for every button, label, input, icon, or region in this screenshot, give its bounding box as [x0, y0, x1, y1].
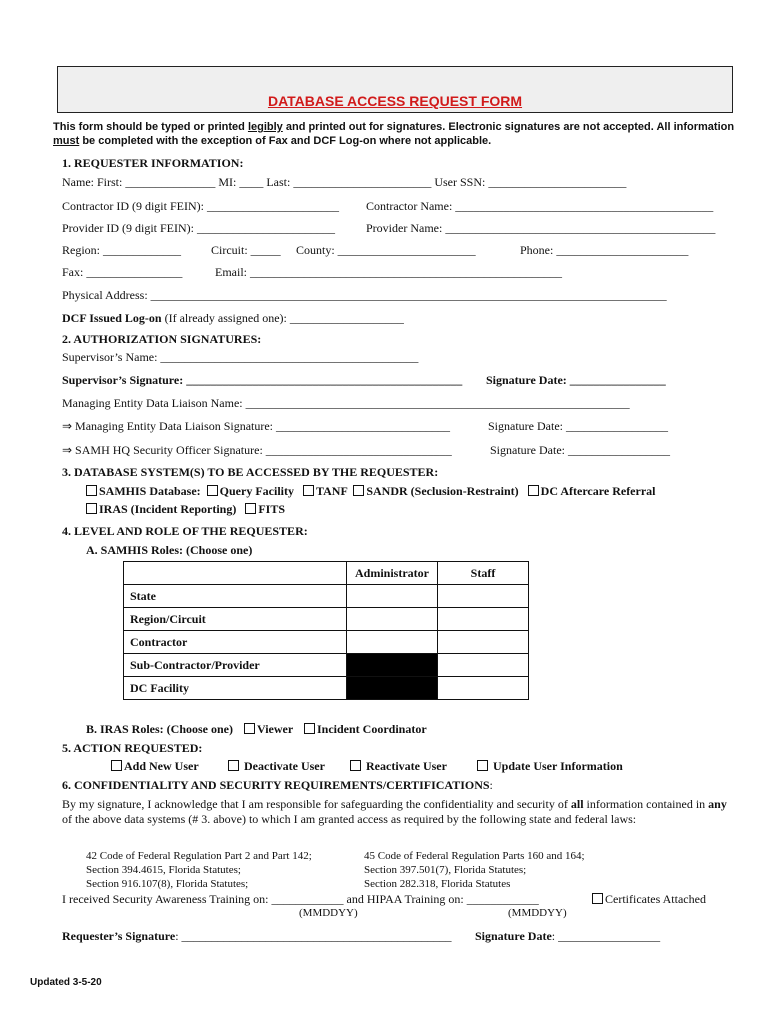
section5-heading: 5. ACTION REQUESTED: — [62, 741, 203, 755]
intro-part2: and printed out for signatures. Electronic signatures are not accepted. All information — [282, 121, 735, 133]
supervisor-name-line[interactable]: Supervisor’s Name: ___________________________________________ — [62, 350, 419, 364]
fits-label: FITS — [258, 502, 286, 516]
deactivate-user-option — [228, 759, 325, 774]
para-part3: of the above data systems (# 3. above) to which I am granted access as required by the following state and federal laws: — [62, 812, 637, 826]
requester-signature-line[interactable] — [62, 929, 452, 944]
contractor-name-line[interactable]: Contractor Name: ___________________________________________ — [366, 199, 714, 213]
row-label-state: State — [124, 585, 347, 608]
intro-part1: This form should be typed or printed — [53, 121, 248, 133]
contractor-staff-cell[interactable] — [438, 631, 529, 654]
update-user-checkbox[interactable] — [477, 760, 488, 771]
viewer-label: Viewer — [257, 722, 293, 736]
regulation-item: Section 282.318, Florida Statutes — [364, 878, 511, 890]
fits-checkbox[interactable] — [245, 503, 256, 514]
col-administrator: Administrator — [347, 562, 438, 585]
dc-facility-admin-blocked-cell — [347, 677, 438, 700]
liaison-signature-line[interactable]: ⇒ Managing Entity Data Liaison Signature: _____________________________ — [62, 419, 451, 433]
provider-name-line[interactable]: Provider Name: _____________________________________________ — [366, 221, 716, 235]
supervisor-date-line[interactable]: Signature Date: ________________ — [486, 373, 666, 387]
state-staff-cell[interactable] — [438, 585, 529, 608]
requester-signature-label: Requester’s Signature — [62, 929, 176, 943]
liaison-name-line[interactable]: Managing Entity Data Liaison Name: ________________________________________________________________ — [62, 396, 630, 410]
regulation-item: 45 Code of Federal Regulation Parts 160 and 164; — [364, 850, 585, 862]
certificates-label: Certificates Attached — [605, 892, 706, 906]
fax-line[interactable]: Fax: ________________ — [62, 265, 183, 279]
dc-facility-staff-cell[interactable] — [438, 677, 529, 700]
intro-text — [53, 120, 743, 148]
table-row — [124, 631, 529, 654]
dcf-logon-field[interactable]: (If already assigned one): ___________________ — [161, 311, 404, 325]
iras-roles-row — [86, 722, 427, 737]
section6-colon: : — [489, 778, 493, 792]
physical-address-line[interactable]: Physical Address: ______________________________________________________________________________________ — [62, 288, 667, 302]
para-any: any — [708, 797, 727, 811]
circuit-line[interactable]: Circuit: _____ — [211, 243, 281, 257]
sandr-checkbox[interactable] — [353, 485, 364, 496]
training-line[interactable]: I received Security Awareness Training on: ____________ and HIPAA Training on: ____________ — [62, 892, 539, 906]
add-user-label: Add New User — [124, 759, 199, 773]
section1-heading: 1. REQUESTER INFORMATION: — [62, 156, 244, 170]
regulation-item: Section 916.107(8), Florida Statutes; — [86, 878, 249, 890]
intro-must: must — [53, 135, 80, 147]
table-row — [124, 585, 529, 608]
dc-aftercare-checkbox[interactable] — [528, 485, 539, 496]
subcontractor-admin-blocked-cell — [347, 654, 438, 677]
dc-aftercare-label: DC Aftercare Referral — [540, 484, 656, 498]
tanf-checkbox[interactable] — [303, 485, 314, 496]
row-label-region-circuit: Region/Circuit — [124, 608, 347, 631]
deactivate-user-checkbox[interactable] — [228, 760, 239, 771]
section4-heading: 4. LEVEL AND ROLE OF THE REQUESTER: — [62, 524, 308, 538]
table-corner-cell — [124, 562, 347, 585]
samhis-roles-heading: A. SAMHIS Roles: (Choose one) — [86, 543, 253, 557]
col-staff: Staff — [438, 562, 529, 585]
table-row — [124, 608, 529, 631]
state-admin-cell[interactable] — [347, 585, 438, 608]
region-staff-cell[interactable] — [438, 608, 529, 631]
row-label-subcontractor: Sub-Contractor/Provider — [124, 654, 347, 677]
row-label-dc-facility: DC Facility — [124, 677, 347, 700]
reactivate-user-label: Reactivate User — [366, 759, 447, 773]
certificates-checkbox[interactable] — [592, 893, 603, 904]
incident-coordinator-checkbox[interactable] — [304, 723, 315, 734]
section6-heading — [62, 778, 493, 793]
table-row — [124, 677, 529, 700]
certificates-option — [592, 892, 706, 907]
county-line[interactable]: County: _______________________ — [296, 243, 476, 257]
contractor-id-line[interactable]: Contractor ID (9 digit FEIN): ______________________ — [62, 199, 339, 213]
iras-roles-heading: B. IRAS Roles: (Choose one) — [86, 722, 233, 736]
para-part1: By my signature, I acknowledge that I am responsible for safeguarding the confidentiality and security of — [62, 797, 571, 811]
mmddyy-hint-1: (MMDDYY) — [299, 907, 358, 919]
reactivate-user-option — [350, 759, 447, 774]
section2-heading: 2. AUTHORIZATION SIGNATURES: — [62, 332, 262, 346]
footer-updated: Updated 3-5-20 — [30, 977, 102, 988]
requester-date-line[interactable] — [475, 929, 660, 944]
section3-heading: 3. DATABASE SYSTEM(S) TO BE ACCESSED BY THE REQUESTER: — [62, 465, 439, 479]
para-all: all — [570, 797, 584, 811]
regulations-left — [86, 849, 312, 891]
intro-legibly: legibly — [247, 121, 283, 133]
contractor-admin-cell[interactable] — [347, 631, 438, 654]
samhis-roles-table — [123, 561, 529, 700]
requester-date-label: Signature Date — [475, 929, 552, 943]
requester-date-field[interactable]: : _________________ — [551, 929, 661, 943]
requester-signature-field[interactable]: : _____________________________________________ — [175, 929, 452, 943]
add-user-checkbox[interactable] — [111, 760, 122, 771]
name-line[interactable]: Name: First: _______________ MI: ____ Last: _______________________ User SSN: _______________________ — [62, 175, 627, 189]
table-row — [124, 654, 529, 677]
update-user-option — [477, 759, 623, 774]
mmddyy-hint-2: (MMDDYY) — [508, 907, 567, 919]
row-label-contractor: Contractor — [124, 631, 347, 654]
database-options-row2 — [86, 502, 285, 517]
database-options-row1 — [86, 484, 656, 499]
deactivate-user-label: Deactivate User — [244, 759, 325, 773]
confidentiality-paragraph — [62, 797, 732, 827]
table-header-row — [124, 562, 529, 585]
samhis-label: SAMHIS Database: — [99, 484, 201, 498]
intro-part3: be completed with the exception of Fax and DCF Log-on where not applicable. — [79, 135, 492, 147]
title-box — [57, 66, 733, 113]
supervisor-signature-line[interactable]: Supervisor’s Signature: ______________________________________________ — [62, 373, 463, 387]
query-label: Query Facility — [219, 484, 294, 498]
iras-checkbox[interactable] — [86, 503, 97, 514]
add-user-option — [111, 759, 199, 774]
para-part2: information contained in — [583, 797, 709, 811]
subcontractor-staff-cell[interactable] — [438, 654, 529, 677]
email-line[interactable]: Email: ____________________________________________________ — [215, 265, 562, 279]
section6-heading-text: 6. CONFIDENTIALITY AND SECURITY REQUIREMENTS/CERTIFICATIONS — [62, 778, 490, 792]
incident-coordinator-label: Incident Coordinator — [316, 722, 427, 736]
tanf-label: TANF — [316, 484, 348, 498]
dcf-logon-label: DCF Issued Log-on — [62, 311, 162, 325]
reactivate-user-checkbox[interactable] — [350, 760, 361, 771]
provider-id-line[interactable]: Provider ID (9 digit FEIN): _______________________ — [62, 221, 335, 235]
regulation-item: 42 Code of Federal Regulation Part 2 and Part 142; — [86, 850, 312, 862]
samh-date-line[interactable]: Signature Date: _________________ — [490, 443, 670, 457]
query-checkbox[interactable] — [207, 485, 218, 496]
region-line[interactable]: Region: _____________ — [62, 243, 181, 257]
regulation-item: Section 397.501(7), Florida Statutes; — [364, 864, 527, 876]
form-title: DATABASE ACCESS REQUEST FORM — [267, 93, 523, 109]
iras-label: IRAS (Incident Reporting) — [99, 502, 237, 516]
samhis-checkbox[interactable] — [86, 485, 97, 496]
region-admin-cell[interactable] — [347, 608, 438, 631]
dcf-logon-line[interactable] — [62, 311, 404, 326]
sandr-label: SANDR (Seclusion-Restraint) — [366, 484, 519, 498]
viewer-checkbox[interactable] — [244, 723, 255, 734]
phone-line[interactable]: Phone: ______________________ — [520, 243, 689, 257]
liaison-date-line[interactable]: Signature Date: _________________ — [488, 419, 668, 433]
regulations-right — [364, 849, 585, 891]
regulation-item: Section 394.4615, Florida Statutes; — [86, 864, 241, 876]
update-user-label: Update User Information — [493, 759, 623, 773]
samh-signature-line[interactable]: ⇒ SAMH HQ Security Officer Signature: _______________________________ — [62, 443, 452, 457]
